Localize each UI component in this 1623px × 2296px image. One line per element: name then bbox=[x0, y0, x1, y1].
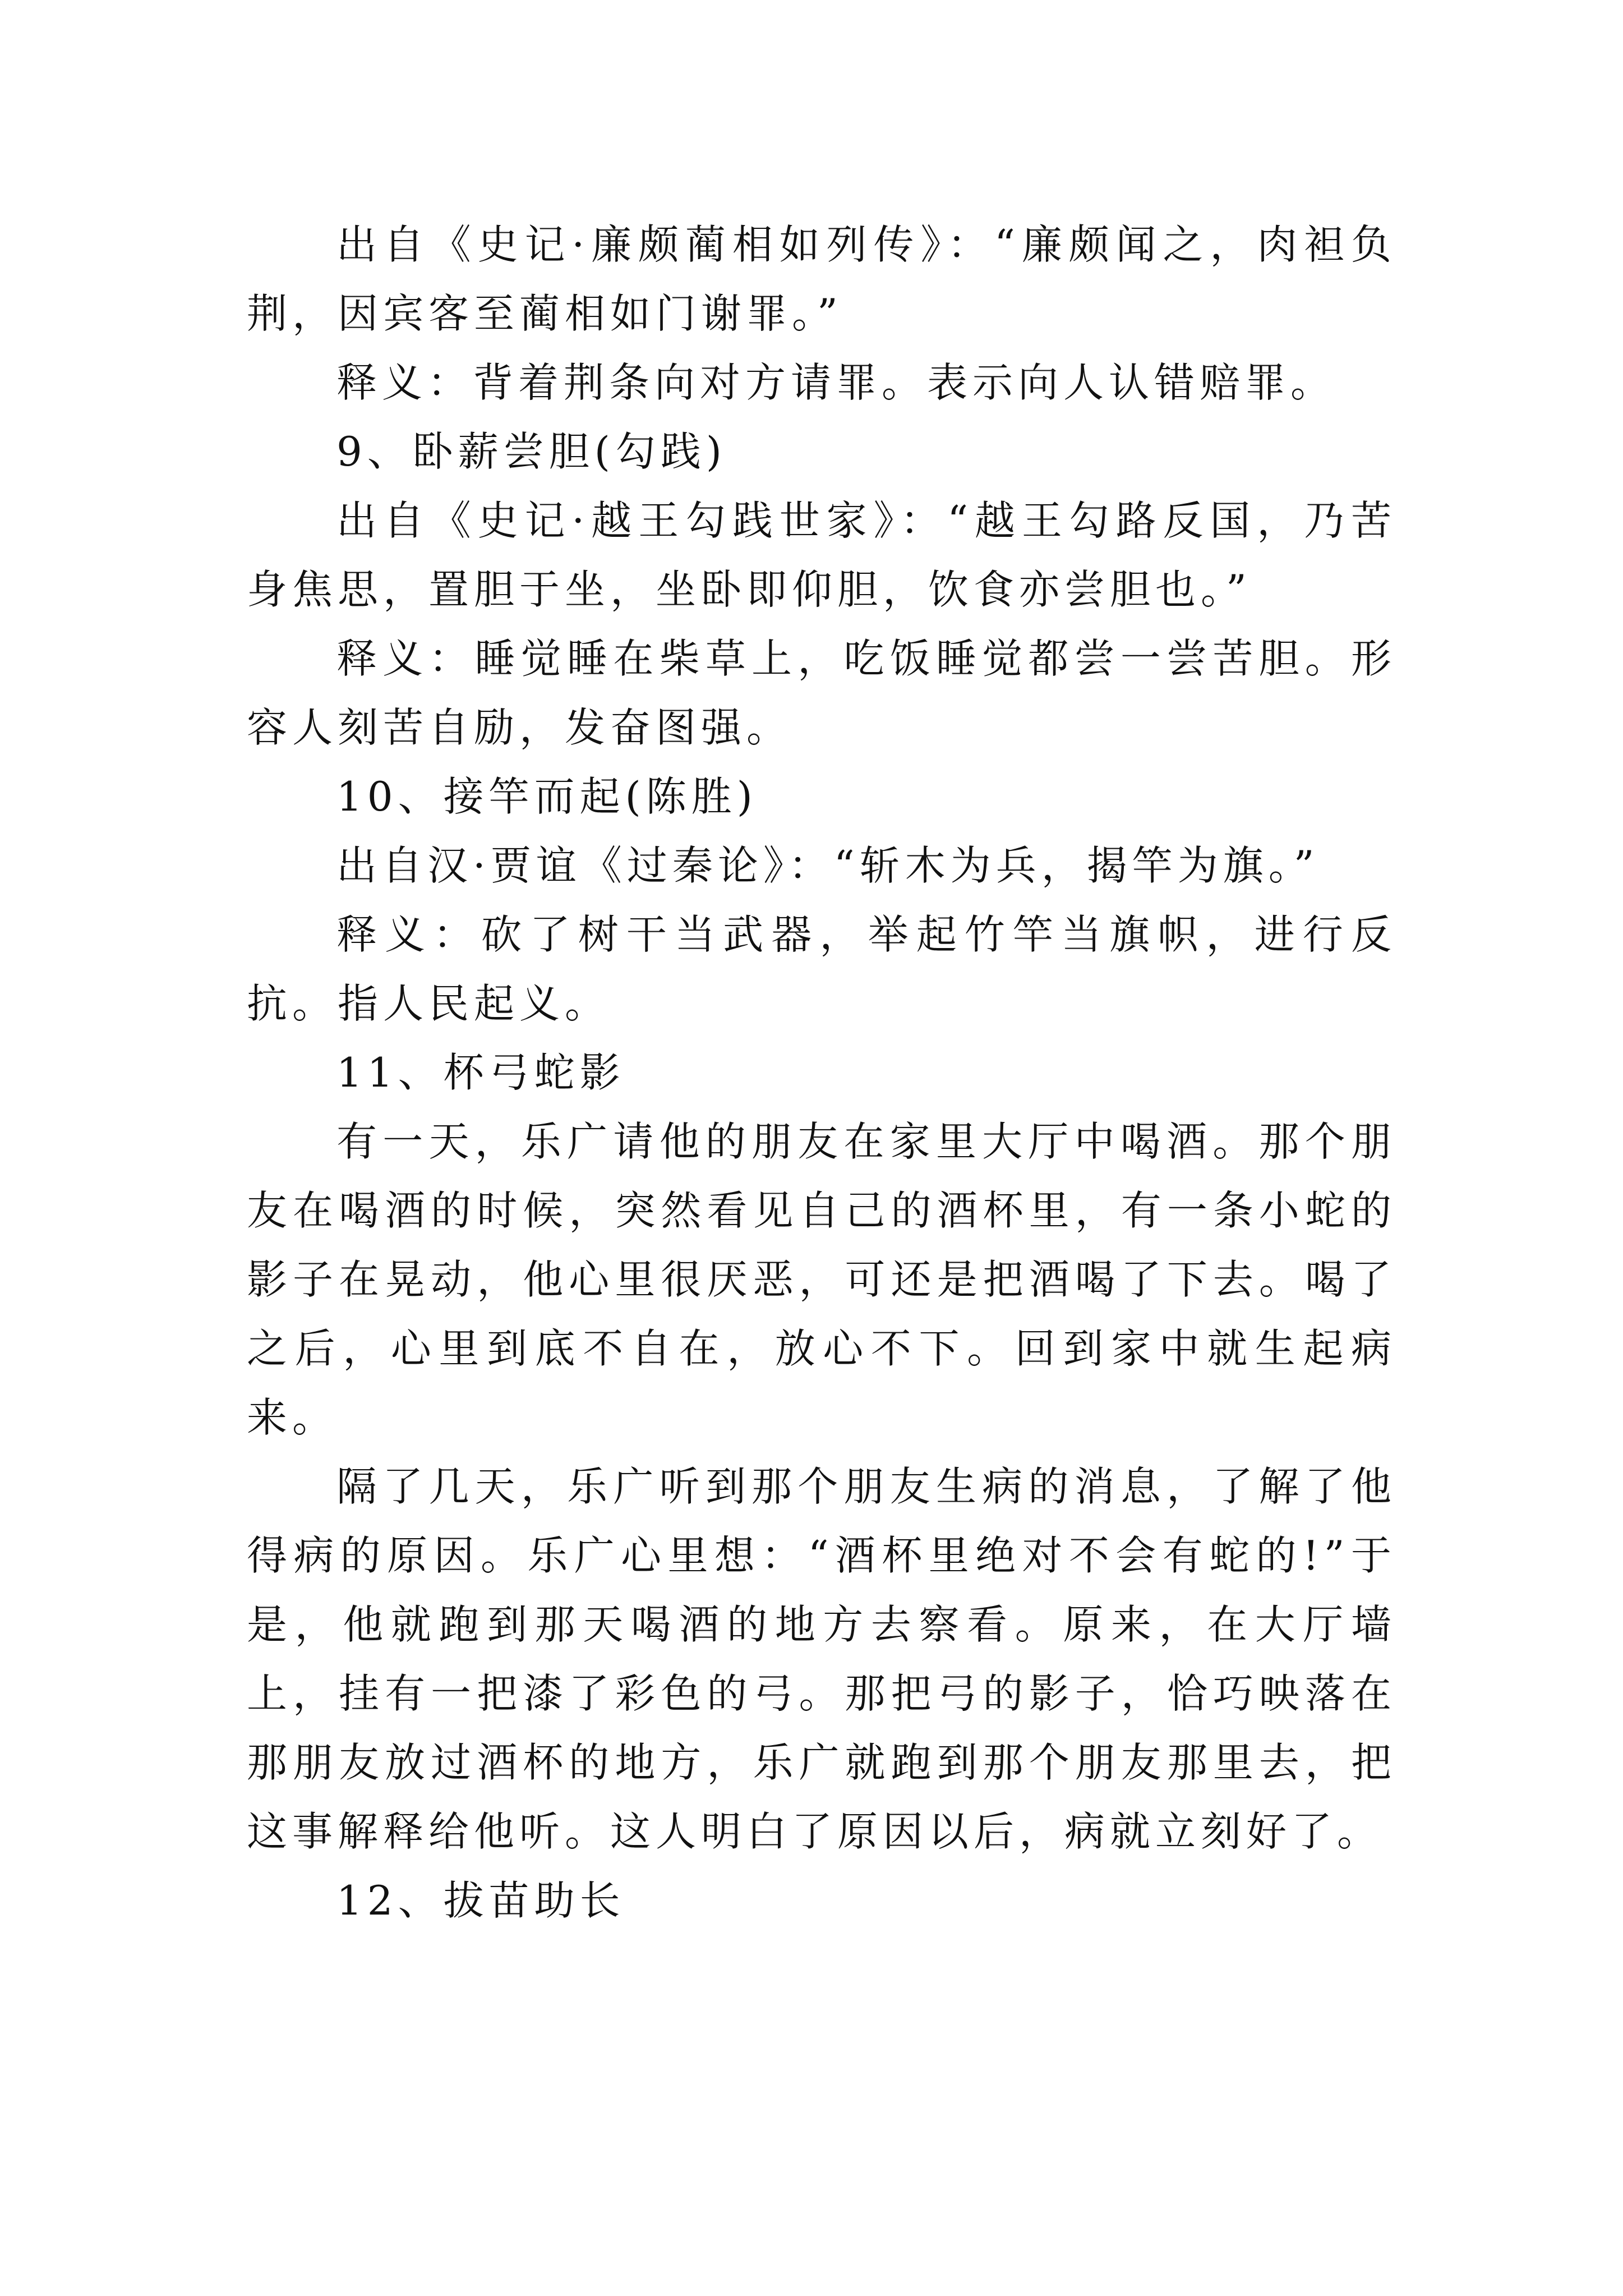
quote-paragraph: 出自汉·贾谊《过秦论》：“斩木为兵，揭竿为旗。” bbox=[336, 842, 1320, 889]
document-page bbox=[247, 210, 1396, 1935]
idiom-heading: 10、接竿而起(陈胜) bbox=[336, 773, 758, 820]
meaning-paragraph: 释义：背着荆条向对方请罪。表示向人认错赔罪。 bbox=[336, 359, 1336, 406]
story-paragraph: 有一天，乐广请他的朋友在家里大厅中喝酒。那个朋友在喝酒的时候，突然看见自己的酒杯里，有一条小蛇的影子在晃动，他心里很厌恶，可还是把酒喝了下去。喝了之后，心里到底不自在，放心不下。回到家中就生起病来。 bbox=[247, 1118, 1396, 1441]
idiom-heading: 9、卧薪尝胆(勾践) bbox=[336, 428, 727, 475]
quote-paragraph: 出自《史记·廉颇蔺相如列传》：“廉颇闻之，肉袒负荆，因宾客至蔺相如门谢罪。” bbox=[247, 221, 1396, 337]
idiom-heading: 11、杯弓蛇影 bbox=[336, 1049, 625, 1096]
quote-paragraph: 出自《史记·越王勾践世家》：“越王勾路反国，乃苦身焦思，置胆于坐，坐卧即仰胆，饮食亦尝胆也。” bbox=[247, 497, 1396, 613]
idiom-heading: 12、拔苗助长 bbox=[336, 1877, 625, 1924]
meaning-paragraph: 释义：睡觉睡在柴草上，吃饭睡觉都尝一尝苦胆。形容人刻苦自励，发奋图强。 bbox=[247, 635, 1396, 751]
story-paragraph: 隔了几天，乐广听到那个朋友生病的消息，了解了他得病的原因。乐广心里想：“酒杯里绝对不会有蛇的!”于是，他就跑到那天喝酒的地方去察看。原来，在大厅墙上，挂有一把漆了彩色的弓。那把弓的影子，恰巧映落在那朋友放过酒杯的地方，乐广就跑到那个朋友那里去，把这事解释给他听。这人明白了原因以后，病就立刻好了。 bbox=[247, 1463, 1396, 1855]
meaning-paragraph: 释义：砍了树干当武器，举起竹竿当旗帜，进行反抗。指人民起义。 bbox=[247, 911, 1396, 1027]
